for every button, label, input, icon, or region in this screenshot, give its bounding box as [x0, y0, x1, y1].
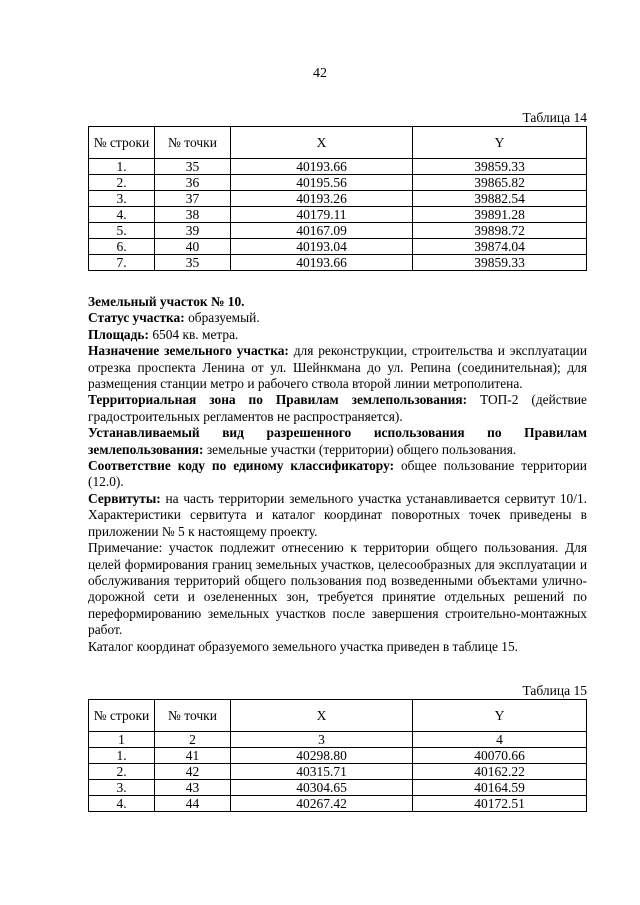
- y-cell: 40164.59: [413, 780, 587, 796]
- y-cell: 39891.28: [413, 207, 587, 223]
- x-cell: 40298.80: [231, 748, 413, 764]
- point-number-cell: 37: [155, 191, 231, 207]
- x-cell: 40193.04: [231, 239, 413, 255]
- row-number-cell: 4.: [89, 796, 155, 812]
- point-number-cell: 38: [155, 207, 231, 223]
- point-number-cell: 44: [155, 796, 231, 812]
- y-cell: 39898.72: [413, 223, 587, 239]
- table-row: [89, 223, 587, 239]
- x-cell: 40193.26: [231, 191, 413, 207]
- x-cell: 40193.66: [231, 255, 413, 271]
- header-point-number: № точки: [155, 127, 231, 159]
- table-row: [89, 780, 587, 796]
- column-number-cell: 3: [231, 732, 413, 748]
- table-15: [88, 699, 587, 812]
- table-row: [89, 175, 587, 191]
- table-row: [89, 796, 587, 812]
- zone-value: ТОП-2 (действие градостроительных регламентов не распространяется).: [88, 392, 587, 424]
- y-cell: 39865.82: [413, 175, 587, 191]
- y-cell: 39859.33: [413, 159, 587, 175]
- x-cell: 40267.42: [231, 796, 413, 812]
- table-row: [89, 255, 587, 271]
- purpose-label: Назначение земельного участка:: [88, 343, 289, 359]
- column-number-cell: 2: [155, 732, 231, 748]
- column-numbers-row: [89, 732, 587, 748]
- status-value: образуемый.: [188, 310, 260, 326]
- point-number-cell: 36: [155, 175, 231, 191]
- table-row: [89, 764, 587, 780]
- use-value: земельные участки (территории) общего пользования.: [206, 441, 517, 457]
- header-x: X: [231, 700, 413, 732]
- y-cell: 40070.66: [413, 748, 587, 764]
- y-cell: 40172.51: [413, 796, 587, 812]
- area-value: 6504 кв. метра.: [152, 326, 239, 342]
- x-cell: 40195.56: [231, 175, 413, 191]
- row-number-cell: 2.: [89, 764, 155, 780]
- row-number-cell: 7.: [89, 255, 155, 271]
- row-number-cell: 5.: [89, 223, 155, 239]
- header-point-number: № точки: [155, 700, 231, 732]
- area-label: Площадь:: [88, 326, 149, 342]
- table-row: [89, 191, 587, 207]
- x-cell: 40304.65: [231, 780, 413, 796]
- code-value: общее пользование территории (12.0).: [88, 458, 587, 490]
- point-number-cell: 41: [155, 748, 231, 764]
- page-number: 42: [313, 66, 327, 81]
- x-cell: 40179.11: [231, 207, 413, 223]
- purpose-value: для реконструкции, строительства и эксплуатации отрезка проспекта Ленина от ул. Шейнкмана до ул. Репина (соединительная); для размещения станции метро и рабочего ствола второй линии метрополитена.: [88, 343, 587, 392]
- table-row: [89, 159, 587, 175]
- y-cell: 40162.22: [413, 764, 587, 780]
- row-number-cell: 6.: [89, 239, 155, 255]
- table-14: [88, 126, 587, 271]
- column-number-cell: 4: [413, 732, 587, 748]
- x-cell: 40167.09: [231, 223, 413, 239]
- note-paragraph: Примечание: участок подлежит отнесению к территории общего пользования. Для целей формирования границ земельных участков, целесообразных для эксплуатации и обслуживания территорий общего пользования под возведенными объектами улично-дорожной сети и озелененных зон, требуется принятие отдельных решений по переформированию земельных участков после завершения строительно-монтажных работ.: [88, 540, 587, 638]
- easement-label: Сервитуты:: [88, 490, 161, 506]
- header-y: Y: [413, 700, 587, 732]
- point-number-cell: 42: [155, 764, 231, 780]
- catalog-paragraph: Каталог координат образуемого земельного участка приведен в таблице 15.: [88, 638, 519, 654]
- header-x: X: [231, 127, 413, 159]
- table-row: [89, 239, 587, 255]
- point-number-cell: 43: [155, 780, 231, 796]
- x-cell: 40315.71: [231, 764, 413, 780]
- y-cell: 39859.33: [413, 255, 587, 271]
- easement-value: на часть территории земельного участка устанавливается сервитут 10/1. Характеристики сервитута и каталог координат поворотных точек приведены в приложении № 5 к настоящему проекту.: [88, 490, 587, 539]
- table-row: [89, 748, 587, 764]
- table-15-caption: Таблица 15: [522, 683, 587, 698]
- status-label: Статус участка:: [88, 310, 185, 326]
- y-cell: 39882.54: [413, 191, 587, 207]
- column-number-cell: 1: [89, 732, 155, 748]
- header-row-number: № строки: [89, 127, 155, 159]
- header-row-number: № строки: [89, 700, 155, 732]
- row-number-cell: 1.: [89, 748, 155, 764]
- row-number-cell: 3.: [89, 191, 155, 207]
- point-number-cell: 35: [155, 255, 231, 271]
- code-label: Соответствие коду по единому классификатору:: [88, 458, 395, 474]
- y-cell: 39874.04: [413, 239, 587, 255]
- point-number-cell: 39: [155, 223, 231, 239]
- table-row: [89, 207, 587, 223]
- zone-label: Территориальная зона по Правилам землепользования:: [88, 392, 468, 408]
- row-number-cell: 2.: [89, 175, 155, 191]
- header-y: Y: [413, 127, 587, 159]
- point-number-cell: 35: [155, 159, 231, 175]
- use-label: Устанавливаемый вид разрешенного использования по Правилам землепользования:: [88, 425, 587, 457]
- row-number-cell: 4.: [89, 207, 155, 223]
- table-14-caption: Таблица 14: [522, 110, 587, 125]
- row-number-cell: 1.: [89, 159, 155, 175]
- row-number-cell: 3.: [89, 780, 155, 796]
- parcel-description: [88, 294, 587, 655]
- point-number-cell: 40: [155, 239, 231, 255]
- x-cell: 40193.66: [231, 159, 413, 175]
- parcel-title: Земельный участок № 10.: [88, 294, 245, 309]
